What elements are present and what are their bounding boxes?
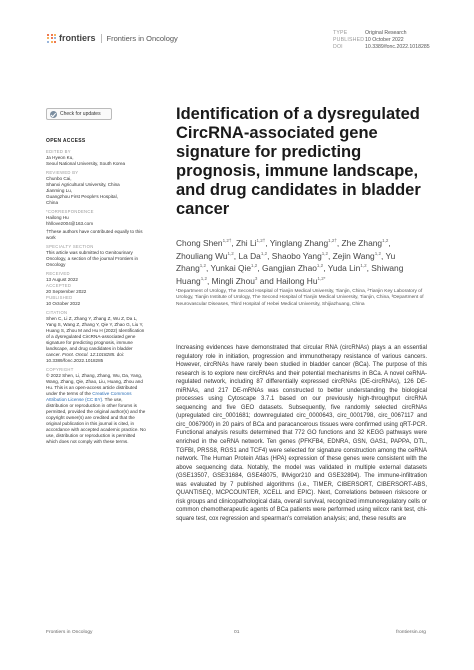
author-affiliation-marker: 1,2 [382, 238, 389, 244]
page-header [47, 30, 447, 70]
author-affiliation-marker: 1,2 [200, 275, 207, 281]
citation-section: CITATION Shen C, Li Z, Zhang Y, Zhang Z, Wu Z, Da L, Yang S, Wang Z, Zhang Y, Qie Y, Zhao G, Liu Y, Huang S, Zhou M and Hu H (2022) Identification of a dysregulated CircRNA-associated gene signature for predicting prognosis, immune landscape, and drug candidates in bladder cancer. Front. Oncol. 12:1018285. doi: 10.3389/fonc.2022.1018285 [46, 310, 145, 363]
copyright-section: COPYRIGHT © 2022 Shen, Li, Zhang, Zhang, Wu, Da, Yang, Wang, Zhang, Qie, Zhao, Liu, Huang, Zhou and Hu. This is an open-access article distributed under the terms of the Creative Commons Attribution License (CC BY). The use, distribution or reproduction in other forums is permitted, provided the original author(s) and the copyright owner(s) are credited and that the original publication in this journal is cited, in accordance with accepted academic practice. No use, distribution or reproduction is permitted which does not comply with these terms. [46, 367, 146, 444]
author-name[interactable]: Zhouliang Wu$^{1,2}$ [176, 250, 234, 261]
author-affiliation-marker: 1,2 [199, 263, 207, 269]
author-name[interactable]: Zhe Zhang$^{1,2}$ [341, 238, 389, 248]
correspondence-email[interactable]: Hailong Hu hhllove2004@163.com [46, 215, 94, 226]
author-name[interactable]: Zhi $Li^{1,2\dagger}$ [236, 238, 266, 248]
check-for-updates-button[interactable]: Check for updates [46, 108, 112, 120]
edited-by-section: EDITED BY Ja Hyeon Ku, Seoul National University, South Korea [46, 149, 126, 166]
author-name[interactable]: Shiwang Huang$^{1,2}$ [176, 263, 404, 286]
author-name[interactable]: Yunkai Qie$^{1,2}$ [210, 263, 258, 274]
page-number: 01 [234, 630, 240, 635]
author-affiliation-marker: 1,2 [321, 250, 328, 256]
author-affiliation-marker: 1,2 [227, 250, 234, 256]
footer-journal: Frontiers in Oncology [46, 630, 93, 635]
author-affiliation-marker: 1,2 [260, 250, 268, 256]
check-updates-icon [50, 111, 57, 118]
author-affiliation-marker: 1,2* [317, 275, 326, 281]
author-affiliation-marker: 3 [254, 275, 258, 281]
author-affiliation-marker: 1,2 [251, 263, 258, 269]
author-affiliation-marker: 1,2† [256, 238, 266, 244]
author-name[interactable]: Yu Zhang$^{1,2}$ [176, 250, 396, 274]
abstract-text: Increasing evidences have demonstrated that circular RNA (circRNAs) plays a an essential regulatory role in initiation, progression and immunotherapy resistance of various cancers. However, circRNAs have rarely been studied in bladder cancer (BCa). The purpose of this research is to explore new circRNAs and their potential mechanisms in BCa. A novel ceRNA-regulated network, including 87 differentially expressed circRNAs (DE-circRNAs), 126 DE-miRNAs, and 217 DE-mRNAs was constructed to better understanding the biological processes using Cytoscape 3.7.1 based on our previously high-throughput circRNA sequencing and five GEO datasets. Subsequently, five randomly selected circRNAs (upregulated circ_0001681; downregulated circ_0000643, circ_0001798, circ_0067117 and circ_0067900) in 20 pairs of BCa and paracancerous tissues were confirmed using qRT-PCR. Functional analysis results determined that 772 GO functions and 32 KEGG pathways were enriched in the ceRNA network. Ten genes (PFKFB4, EDNRA, GSN, GAS1, PAPPA, DTL, TGFBI, PRSS8, RGS1 and TCF4) were selected for signature construction among the ceRNA network. The Human Protein Atlas (HPA) expression of these genes were consistent with the above sequencing data. Notably, the model was validated in multiple external datasets (GSE13507, GSE31684, GSE48075, IMvigor210 and GSE32894). The immune-infiltration was evaluated by 7 published algorithms (i.e., TIMER, CIBERSORT, CIBERSORT-ABS, QUANTISEQ, MCPCOUNTER, XCELL and EPIC). Next, Correlations between riskscore or risk groups and clinicopathological data, overall survival, recognized immunoregulatory cells or common chemotherapeutic agents of BCa patients were performed using wilcox rank test, chi-square test, cox regression and spearman's correlation analysis; and, these results are [176, 345, 427, 522]
author-affiliation-marker: 1,2† [328, 238, 337, 244]
author-affiliation-marker: 1,2† [222, 238, 232, 244]
author-name[interactable]: Shaobo Yang$^{1,2}$ [271, 250, 328, 261]
frontiers-logo[interactable] [47, 33, 178, 43]
cc-by-license-link[interactable]: Creative Commons Attribution License (CC BY). [46, 391, 132, 402]
author-affiliation-marker: 1,2 [360, 263, 367, 269]
author-name[interactable]: Yuda Lin$^{1,2}$ [327, 263, 367, 274]
meta-published: PUBLISHED10 October 2022 [333, 37, 404, 43]
affiliations: ¹Department of Urology, The Second Hospital of Tianjin Medical University, Tianjin, China, ²Tianjin Key Laboratory of Urology, Tianjin Institute of Urology, The Second Hospital of Tianjin Medical University, Tianjin, China, ³Department of Neurovascular Diseases, Third Hospital of Hebei Medical University, Shijiazhuang, China [176, 289, 424, 307]
author-list: Chong Shen$^{1,2\dagger}$, Zhi $Li^{1,2\dagger}$, Yinglang Zhang$^{1,2\dagger}$, Zhe Zhang$^{1,2}$, Zhouliang Wu$^{1,2}$, La Da$^{1,2}$, Shaobo Yang$^{1,2}$, Zejin Wang$^{1,2}$, Yu Zhang$^{1,2}$, Yunkai Qie$^{1,2}$, Gangjian Zhao$^{1,2}$, Yuda Lin$^{1,2}$, Shiwang Huang$^{1,2}$, Mingli Zhou$^3$ and Hailong $Hu^{1,2*}$ [176, 238, 404, 286]
frontiers-logo-icon [47, 34, 56, 43]
author-name[interactable]: Yinglang Zhang$^{1,2\dagger}$ [269, 238, 337, 248]
header-divider [101, 34, 102, 43]
specialty-section: SPECIALTY SECTION This article was submitted to Genitourinary Oncology, a section of the journal Frontiers in Oncology [46, 244, 139, 267]
dates-section: RECEIVED 13 August 2022 ACCEPTED 20 September 2022 PUBLISHED 10 October 2022 [46, 271, 87, 306]
author-name[interactable]: La Da$^{1,2}$ [238, 250, 268, 261]
meta-type: TYPE Original Research [333, 30, 407, 36]
author-name[interactable]: Zejin Wang$^{1,2}$ [332, 250, 381, 261]
article-sidebar [46, 108, 146, 446]
reviewed-by-section: REVIEWED BY Chunbo Cai, Shanxi Agricultural University, China Jianming Lu, Guangzhou First People's Hospital, China [46, 170, 120, 205]
footer-site-link[interactable]: frontiersin.org [396, 630, 426, 635]
author-name[interactable]: Mingli Zhou$^3$ [211, 275, 258, 286]
journal-name[interactable]: Frontiers in Oncology [106, 33, 178, 43]
brand-name: frontiers [59, 33, 96, 43]
author-name[interactable]: Chong Shen$^{1,2\dagger}$ [176, 238, 232, 248]
correspondence-section: *CORRESPONDENCE Hailong Hu hhllove2004@163.com †These authors have contributed equally to this work [46, 209, 146, 241]
author-name[interactable]: Hailong $Hu^{1,2*}$ [276, 275, 326, 286]
author-affiliation-marker: 1,2 [374, 250, 381, 256]
article-title: Identification of a dysregulated CircRNA-associated gene signature for predicting prognosis, immune landscape, and drug candidates in bladder cancer [176, 105, 421, 218]
article-meta [333, 30, 430, 51]
author-name[interactable]: Gangjian Zhao$^{1,2}$ [261, 263, 324, 274]
meta-doi[interactable]: DOI 10.3389/fonc.2022.1018285 [333, 44, 430, 50]
author-affiliation-marker: 1,2 [316, 263, 324, 269]
open-access-label: OPEN ACCESS [46, 138, 86, 144]
